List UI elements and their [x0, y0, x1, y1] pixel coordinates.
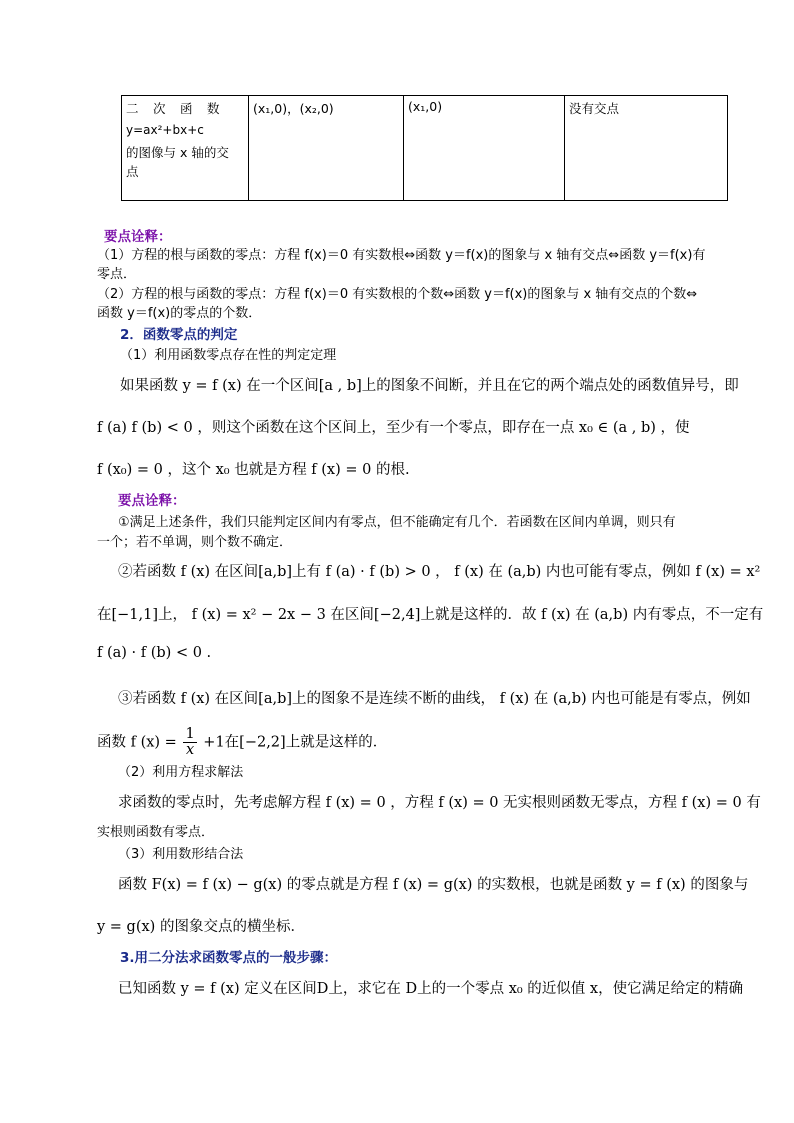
fraction-numerator: 1	[185, 726, 195, 742]
cell-line: 的图像与 x 轴的交	[126, 145, 229, 160]
body-line: 已知函数 y = f (x) 定义在区间D上，求它在 D上的一个零点 x₀ 的近似值 x，使它满足给定的精确	[118, 981, 744, 997]
subsection-heading: （3）利用数形结合法	[118, 847, 244, 862]
fraction-denominator: x	[185, 742, 195, 758]
table-cell-one-root: (x₁,0)	[404, 96, 565, 201]
fraction-prefix: 函数 f (x) =	[97, 734, 177, 751]
fraction-line	[97, 727, 387, 758]
section-heading: 3.用二分法求函数零点的一般步骤：	[120, 950, 338, 966]
note-paragraph: 一个；若不单调，则个数不确定．	[97, 535, 293, 550]
note-paragraph: ②若函数 f (x) 在区间[a,b]上有 f (a) · f (b) > 0 ， f (x) 在 (a,b) 内也可能有零点，例如 f (x) = x²	[118, 564, 761, 580]
note-paragraph: ①满足上述条件，我们只能判定区间内有零点，但不能确定有几个．若函数在区间内单调，则只有	[118, 515, 676, 530]
body-line: 求函数的零点时，先考虑解方程 f (x) = 0 ，方程 f (x) = 0 无实根则函数无零点，方程 f (x) = 0 有	[118, 795, 761, 811]
body-line: y = g(x) 的图象交点的横坐标．	[97, 919, 305, 935]
body-line: 函数 F(x) = f (x) − g(x) 的零点就是方程 f (x) = g(x) 的实数根，也就是函数 y = f (x) 的图象与	[118, 877, 749, 893]
intersection-table	[121, 95, 728, 201]
note-paragraph: （2）方程的根与函数的零点：方程 f(x)＝0 有实数根的个数⇔函数 y＝f(x)的图象与 x 轴有交点的个数⇔	[97, 287, 698, 302]
note-paragraph: 在[−1,1]上， f (x) = x² − 2x − 3 在区间[−2,4]上就是这样的．故 f (x) 在 (a,b) 内有零点，不一定有	[97, 607, 764, 623]
note-paragraph: （1）方程的根与函数的零点：方程 f(x)＝0 有实数根⇔函数 y＝f(x)的图象与 x 轴有交点⇔函数 y＝f(x)有	[97, 248, 706, 263]
note-paragraph: 函数 y＝f(x)的零点的个数．	[97, 306, 262, 321]
table-header-cell	[122, 96, 249, 201]
note-paragraph: f (a) · f (b) < 0 .	[97, 645, 212, 661]
theorem-line: f (a) f (b) < 0 ，则这个函数在这个区间上，至少有一个零点，即存在一点 x₀ ∈ (a , b) ，使	[97, 420, 690, 436]
note-title: 要点诠释：	[104, 229, 172, 245]
subsection-heading: （1）利用函数零点存在性的判定定理	[120, 348, 337, 363]
section-heading: 2．函数零点的判定	[120, 327, 238, 343]
table-cell-no-roots: 没有交点	[565, 96, 728, 201]
note-paragraph: 零点．	[97, 267, 137, 282]
fraction	[183, 727, 196, 758]
note-paragraph: ③若函数 f (x) 在区间[a,b]上的图象不是连续不断的曲线， f (x) 在 (a,b) 内也可能是有零点，例如	[118, 691, 751, 707]
cell-line: 点	[126, 164, 139, 179]
theorem-line: 如果函数 y = f (x) 在一个区间[a , b]上的图象不间断，并且在它的两个端点处的函数值异号，即	[120, 378, 739, 394]
body-line: 实根则函数有零点．	[97, 825, 215, 840]
table-cell-two-roots: (x₁,0)，(x₂,0)	[249, 96, 404, 201]
subsection-heading: （2）利用方程求解法	[118, 765, 244, 780]
note-title: 要点诠释：	[118, 493, 186, 509]
cell-line: y=ax²+bx+c	[126, 123, 204, 137]
theorem-line: f (x₀) = 0 ，这个 x₀ 也就是方程 f (x) = 0 的根.	[97, 462, 410, 478]
cell-line: 二 次 函 数	[126, 101, 221, 116]
fraction-suffix: +1在[−2,2]上就是这样的．	[203, 734, 388, 751]
